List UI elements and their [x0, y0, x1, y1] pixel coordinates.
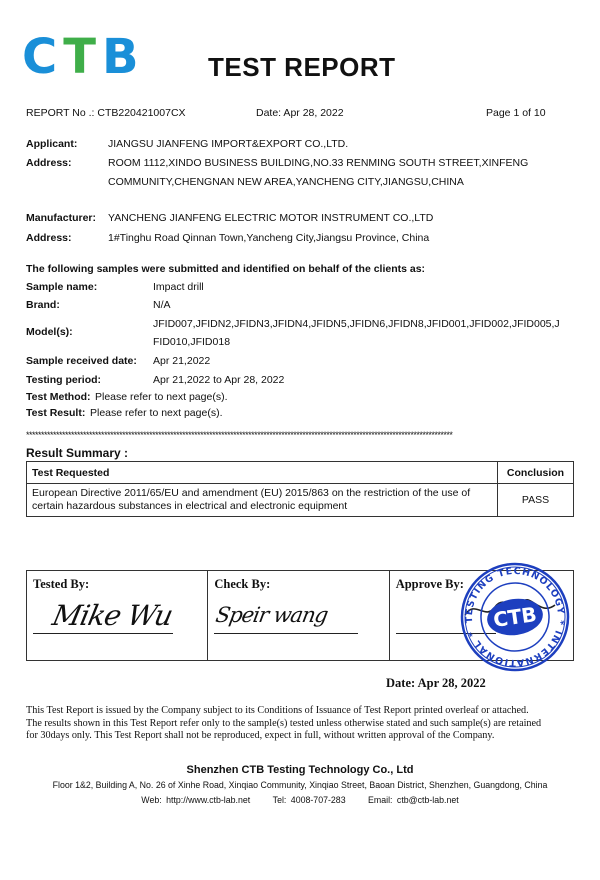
stamp-center-text: CTB [491, 602, 539, 632]
test-requested-line2: certain hazardous substances in electrical and electronic equipment [32, 500, 348, 512]
applicant-value: JIANGSU JIANFENG IMPORT&EXPORT CO.,LTD. [108, 138, 349, 150]
table-row [27, 484, 574, 517]
manufacturer-address: 1#Tinghu Road Qinnan Town,Yancheng City,Jiangsu Province, China [108, 232, 430, 244]
method-label: Test Method: [26, 391, 91, 403]
conclusion-cell: PASS [498, 484, 574, 517]
table-header-row [27, 462, 574, 484]
test-result: Please refer to next page(s). [90, 407, 223, 419]
page-indicator: Page 1 of 10 [486, 107, 546, 119]
brand-label: Brand: [26, 299, 60, 311]
check-signature: Speir wang [214, 603, 330, 627]
footer-tel: Tel: 4008-707-283 [272, 795, 346, 805]
applicant-label: Applicant: [26, 138, 78, 150]
test-requested-line1: European Directive 2011/65/EU and amendment (EU) 2015/863 on the restriction of the use of [32, 487, 471, 499]
model-line1: JFID007,JFIDN2,JFIDN3,JFIDN4,JFIDN5,JFIDN6,JFIDN8,JFID001,JFID002,JFID005,J [153, 318, 560, 330]
result-label: Test Result: [26, 407, 86, 419]
samples-intro: The following samples were submitted and identified on behalf of the clients as: [26, 263, 426, 275]
summary-title: Result Summary : [26, 446, 129, 460]
sample-name-label: Sample name: [26, 281, 98, 293]
applicant-address-label: Address: [26, 157, 72, 169]
test-requested-cell [27, 484, 498, 517]
disclaimer [26, 705, 578, 743]
model-line2: FID010,JFID018 [153, 336, 231, 348]
disclaimer-line2: The results shown in this Test Report refer only to the sample(s) tested unless otherwise stated and such sample(s) are retained [26, 717, 542, 729]
footer-address: Floor 1&2, Building A, No. 26 of Xinhe Road, Xinqiao Community, Xinqiao Street, Baoan District, Shenzhen, Guangdong, China [52, 780, 548, 790]
page-title: TEST REPORT [208, 52, 396, 82]
check-by-label: Check By: [214, 577, 271, 591]
ctb-logo [22, 29, 145, 85]
tested-signature: Mike Wu [49, 599, 176, 632]
applicant-address-line1: ROOM 1112,XINDO BUSINESS BUILDING,NO.33 RENMING SOUTH STREET,XINFENG [108, 157, 529, 169]
test-method: Please refer to next page(s). [95, 391, 228, 403]
result-summary-table [26, 461, 574, 517]
footer-web[interactable]: Web: http://www.ctb-lab.net [141, 795, 251, 805]
col-test-requested: Test Requested [27, 462, 498, 484]
ctb-stamp-seal [455, 562, 575, 672]
received-label: Sample received date: [26, 355, 137, 367]
footer-contacts [0, 795, 600, 805]
disclaimer-line3: for 30days only. This Test Report shall not be reproduced, expect in full, without written approval of the Company. [26, 730, 495, 741]
logo-letter-t: T [63, 29, 102, 85]
bottom-date: Date: Apr 28, 2022 [386, 676, 486, 690]
separator-stars: ********************************************************************************************************************************************** [26, 430, 453, 440]
tested-by-cell [27, 571, 208, 660]
logo-letter-c: C [22, 29, 64, 85]
received-date: Apr 21,2022 [153, 355, 211, 367]
logo-letter-b: B [101, 29, 145, 85]
report-date: Date: Apr 28, 2022 [256, 107, 344, 119]
sample-name: Impact drill [153, 281, 204, 293]
approve-by-label: Approve By: [395, 577, 464, 591]
applicant-address-line2: COMMUNITY,CHENGNAN NEW AREA,YANCHENG CITY,JIANGSU,CHINA [108, 176, 464, 188]
col-conclusion: Conclusion [498, 462, 574, 484]
report-number: REPORT No .: CTB220421007CX [26, 107, 186, 119]
footer-company: Shenzhen CTB Testing Technology Co., Ltd [186, 764, 414, 776]
model-label: Model(s): [26, 326, 73, 338]
period-label: Testing period: [26, 374, 102, 386]
tested-signature-line [33, 633, 173, 634]
manufacturer-value: YANCHENG JIANFENG ELECTRIC MOTOR INSTRUMENT CO.,LTD [108, 212, 434, 224]
manufacturer-label: Manufacturer: [26, 212, 97, 224]
footer-email[interactable]: Email: ctb@ctb-lab.net [368, 795, 459, 805]
check-by-cell [208, 571, 389, 660]
check-signature-line [214, 633, 358, 634]
testing-period: Apr 21,2022 to Apr 28, 2022 [153, 374, 285, 386]
tested-by-label: Tested By: [33, 577, 90, 591]
manufacturer-address-label: Address: [26, 232, 72, 244]
stamp-ring-text: TESTING TECHNOLOGY * INTERNATIONAL * [463, 565, 567, 669]
brand-value: N/A [153, 299, 171, 311]
disclaimer-line1: This Test Report is issued by the Company subject to its Conditions of Issuance of Test Report printed overleaf or attached. [26, 705, 529, 716]
